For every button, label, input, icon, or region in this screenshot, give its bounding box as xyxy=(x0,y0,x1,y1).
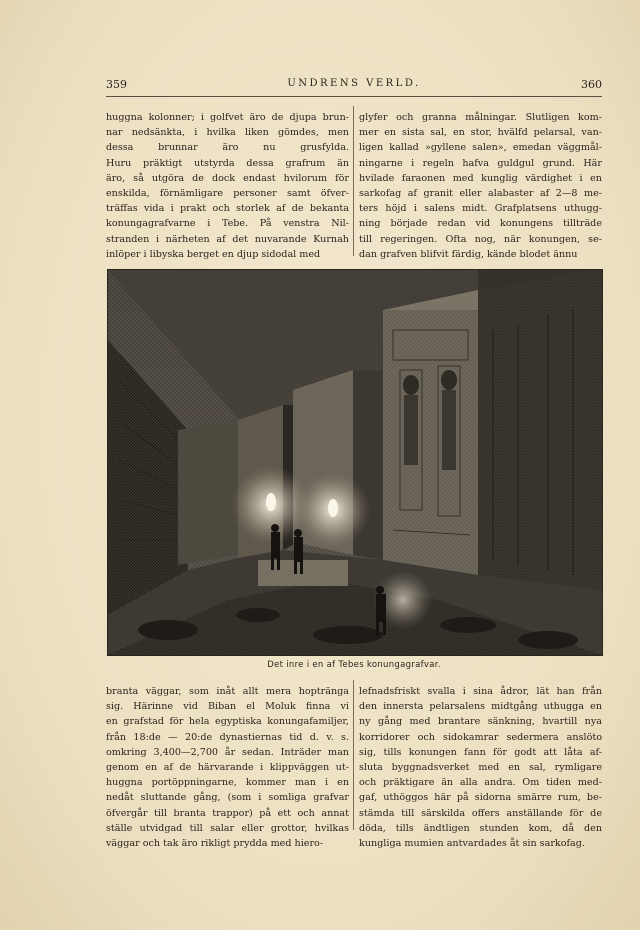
text-line: från 18:de — 20:de dynastiernas tid d. v. s. xyxy=(106,731,349,743)
text-line: nedåt sluttande gång, (som i somliga grafvar xyxy=(106,792,349,804)
engraving-illustration xyxy=(107,269,603,656)
text-line: stranden i närheten af det nuvarande Kurnah xyxy=(106,233,349,245)
text-line: stämda till särskilda offers anställande för de xyxy=(359,807,602,819)
text-line: lefnadsfriskt svalla i sina ådror, lät han från xyxy=(359,686,602,697)
text-line: hvilade faraonen med kunglig värdighet i en xyxy=(359,172,602,184)
text-line: kungliga mumien antvardades åt sin sarkofag. xyxy=(359,838,585,850)
header-rule xyxy=(106,96,602,97)
text-line: glyfer och granna målningar. Slutligen kom- xyxy=(359,112,602,123)
text-line: Huru präktigt utstyrda dessa grafrum än xyxy=(106,157,349,169)
text-line: inlöper i libyska berget en djup sidodal med xyxy=(106,248,321,260)
text-line: döda, tills ändtligen stunden kom, då den xyxy=(359,822,602,834)
text-line: enskilda, förnämligare personer samt öfver- xyxy=(106,188,349,200)
text-line: till regeringen. Ofta nog, när konungen, se- xyxy=(359,233,602,245)
text-line: ningarne i regeln hafva guldgul grund. Här xyxy=(359,157,602,169)
text-line: den innersta pelarsalens midtgång uthugga en xyxy=(359,701,602,713)
text-column-top-left xyxy=(106,110,349,262)
text-line: sluta byggnadsverket med en sal, rymligare xyxy=(359,762,602,774)
page-number-right: 360 xyxy=(581,78,602,91)
text-line: branta väggar, som inåt allt mera hoptränga xyxy=(106,686,349,697)
text-line: mer en sista sal, en stor, hvälfd pelarsal, van- xyxy=(359,127,602,139)
text-line: huggna portöppningarne, kommer man i en xyxy=(106,777,349,789)
tomb-interior-engraving xyxy=(108,270,602,655)
text-line: nar nedsänkta, i hvilka liken gömdes, men xyxy=(106,127,349,139)
text-line: sarkofag af granit eller alabaster af 2—8 me- xyxy=(359,188,602,200)
text-line: dan grafven blifvit färdig, kände blodet ännu xyxy=(359,248,578,260)
text-line: väggar och tak äro rikligt prydda med hiero- xyxy=(106,838,324,850)
text-line: ning började redan vid konungens tillträde xyxy=(359,218,602,230)
text-line: sig, tills konungen fann för godt att låta af- xyxy=(359,746,602,758)
column-divider-top xyxy=(353,106,354,256)
text-line: öfvergår till branta trappor) på ett och annat xyxy=(106,807,349,819)
running-title: UNDRENS VERLD. xyxy=(287,78,421,89)
text-line: korridorer och sidokamrar sedermera anslöto xyxy=(359,731,602,743)
text-column-bottom-left xyxy=(106,684,349,851)
text-line: en grafstad för hela egyptiska konungafamiljer, xyxy=(106,716,349,728)
text-line: ters höjd i salens midt. Grafplatsens uthugg- xyxy=(359,203,602,215)
text-line: ställe utvidgad till salar eller grottor, hvilkas xyxy=(106,822,349,834)
text-line: träffas vida i prakt och storlek af de bekanta xyxy=(106,203,349,215)
text-line: omkring 3,400—2,700 år sedan. Inträder man xyxy=(106,746,349,758)
text-line: ligen kallad »gyllene salen», emedan väggmål- xyxy=(359,142,602,154)
text-line: genom en af de härvarande i klippväggen ut- xyxy=(106,762,349,774)
text-line: och präktigare än alla andra. Om tiden med- xyxy=(359,777,602,789)
text-line: ny gång med brantare sänkning, hvartill nya xyxy=(359,716,602,728)
column-divider-bottom xyxy=(353,680,354,830)
text-column-bottom-right xyxy=(359,684,602,851)
text-line: sig. Härinne vid Biban el Moluk finna vi xyxy=(106,701,349,713)
figure-caption: Det inre i en af Tebes konungagrafvar. xyxy=(267,660,441,670)
text-line: dessa brunnar äro nu grusfylda. xyxy=(106,142,349,154)
text-column-top-right xyxy=(359,110,602,262)
page-number-left: 359 xyxy=(106,78,127,91)
text-line: äro, så utgöra de dock endast hvilorum för xyxy=(106,172,349,184)
text-line: gaf, uthöggos här på sidorna smärre rum, be- xyxy=(359,792,602,804)
text-line: huggna kolonner; i golfvet äro de djupa brun- xyxy=(106,112,349,123)
text-line: konungagrafvarne i Tebe. På venstra Nil- xyxy=(106,218,349,230)
page-header xyxy=(106,78,602,94)
